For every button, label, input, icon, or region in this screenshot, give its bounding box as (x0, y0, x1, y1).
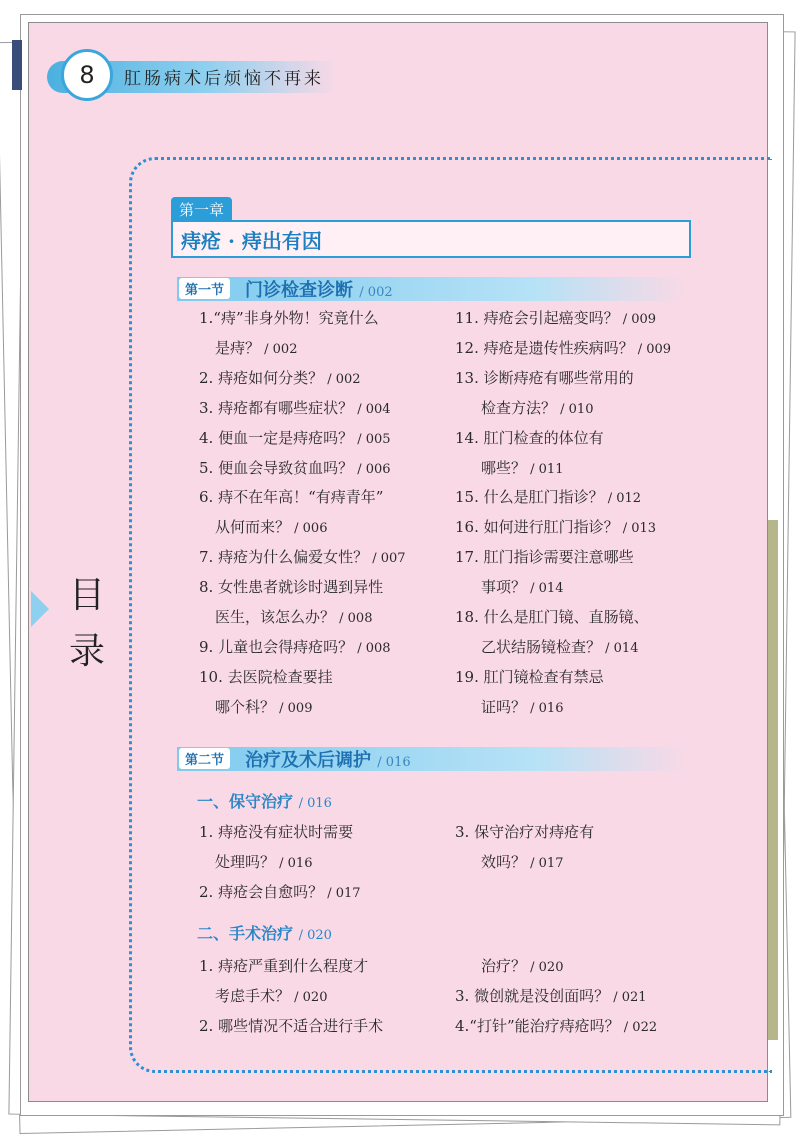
toc-entry-text: 2. 痔疮如何分类？ (199, 369, 324, 387)
section-title-text: 门诊检查诊断 (245, 280, 353, 301)
toc-entry-page: / 020 (526, 960, 564, 975)
section-page: / 016 (377, 755, 411, 770)
toc-entry-text: 检查方法？ (481, 399, 557, 417)
toc-entry (455, 307, 656, 328)
toc-entry (199, 576, 383, 597)
toc-label-char: 目 (68, 575, 105, 616)
toc-entry-page: / 016 (526, 701, 564, 716)
toc-entry (199, 821, 353, 842)
book-title: 肛肠病术后烦恼不再来 (124, 69, 324, 89)
subsection-title (197, 921, 332, 944)
toc-entry-page: / 008 (353, 641, 391, 656)
subsection-page: / 020 (298, 928, 332, 943)
toc-entry-page: / 014 (601, 641, 639, 656)
toc-entry (215, 985, 327, 1006)
toc-entry-text: 7. 痔疮为什么偏爱女性？ (199, 548, 369, 566)
toc-entry-text: 10. 去医院检查要挂 (199, 668, 333, 686)
toc-entry-text: 事项？ (481, 578, 527, 596)
toc-entry (215, 696, 312, 717)
toc-entry-text: 考虑手术？ (215, 987, 291, 1005)
toc-entry-page: / 007 (368, 551, 406, 566)
toc-entry-page: / 005 (353, 432, 391, 447)
toc-entry (455, 546, 634, 567)
toc-entry-text: 5. 便血会导致贫血吗？ (199, 459, 354, 477)
toc-entry (199, 636, 391, 657)
toc-entry-text: 效吗？ (481, 853, 527, 871)
toc-entry (199, 457, 391, 478)
page-number: 8 (61, 49, 113, 101)
toc-entry (215, 851, 312, 872)
toc-entry (455, 666, 604, 687)
toc-entry-text: 证吗？ (481, 698, 527, 716)
toc-entry-text: 3. 痔疮都有哪些症状？ (199, 399, 354, 417)
toc-entry-page: / 012 (603, 491, 642, 506)
toc-entry (455, 516, 656, 537)
toc-entry (455, 606, 649, 627)
toc-entry (481, 696, 563, 717)
toc-entry-text: 2. 痔疮会自愈吗？ (199, 883, 324, 901)
toc-entry (481, 636, 638, 657)
toc-entry (215, 337, 297, 358)
toc-entry (481, 576, 563, 597)
toc-entry-page: / 016 (275, 856, 313, 871)
toc-entry-text: 从何而来？ (215, 518, 291, 536)
toc-entry-page: / 002 (323, 372, 361, 387)
toc-entry-page: / 011 (526, 462, 564, 477)
toc-entry (199, 955, 368, 976)
section-title (245, 746, 411, 772)
toc-entry-page: / 020 (290, 990, 328, 1005)
toc-entry (455, 1015, 657, 1036)
toc-entry-text: 14. 肛门检查的体位有 (455, 429, 604, 447)
section-title-text: 治疗及术后调护 (245, 750, 371, 771)
toc-entry-text: 3. 保守治疗对痔疮有 (455, 823, 595, 841)
toc-entry-text: 6. 痔不在年高！“有痔青年” (199, 488, 384, 506)
toc-entry-page: / 022 (619, 1020, 658, 1035)
toc-entry-text: 4. 便血一定是痔疮吗？ (199, 429, 354, 447)
toc-entry (455, 367, 634, 388)
toc-entry (481, 955, 563, 976)
toc-entry-page: / 006 (353, 462, 391, 477)
toc-entry-page: / 002 (260, 342, 298, 357)
toc-entry-text: 4.“打针”能治疗痔疮吗？ (455, 1017, 620, 1035)
toc-entry-text: 8. 女性患者就诊时遇到异性 (199, 578, 384, 596)
toc-entry-text: 2. 哪些情况不适合进行手术 (199, 1017, 384, 1035)
section-page: / 002 (359, 285, 393, 300)
toc-entry-text: 3. 微创就是没创面吗？ (455, 987, 610, 1005)
toc-entry-text: 处理吗？ (215, 853, 276, 871)
toc-entry-page: / 009 (633, 342, 672, 357)
toc-entry (199, 1015, 383, 1036)
toc-entry (481, 851, 563, 872)
toc-arrow-icon (31, 591, 49, 627)
toc-entry-text: 1. 痔疮严重到什么程度才 (199, 957, 369, 975)
toc-entry-text: 1.“痔”非身外物！究竟什么 (199, 309, 379, 327)
section-title (245, 276, 393, 302)
toc-entry (215, 606, 372, 627)
toc-entry (481, 457, 563, 478)
toc-entry-text: 哪些？ (481, 459, 527, 477)
toc-entry (199, 427, 391, 448)
toc-entry (455, 985, 647, 1006)
toc-entry-text: 乙状结肠镜检查？ (481, 638, 602, 656)
toc-entry (199, 397, 391, 418)
chapter-box (171, 220, 691, 258)
toc-entry-page: / 014 (526, 581, 564, 596)
toc-entry-text: 15. 什么是肛门指诊？ (455, 488, 604, 506)
toc-entry-text: 16. 如何进行肛门指诊？ (455, 518, 619, 536)
toc-entry-text: 哪个科？ (215, 698, 276, 716)
decorative-stripe (12, 40, 22, 90)
toc-entry-page: / 017 (526, 856, 564, 871)
toc-entry (199, 546, 406, 567)
toc-entry-text: 12. 痔疮是遗传性疾病吗？ (455, 339, 634, 357)
toc-entry-text: 19. 肛门镜检查有禁忌 (455, 668, 604, 686)
chapter-tag: 第一章 (171, 197, 232, 222)
section-header (177, 277, 687, 301)
toc-entry-page: / 013 (618, 521, 657, 536)
toc-entry (199, 307, 379, 328)
toc-entry (199, 367, 361, 388)
toc-entry-page: / 017 (323, 886, 361, 901)
toc-entry (215, 516, 327, 537)
subsection-title-text: 一、保守治疗 (197, 792, 294, 811)
toc-entry (199, 486, 383, 507)
toc-entry-page: / 008 (335, 611, 373, 626)
toc-entry-text: 11. 痔疮会引起癌变吗？ (455, 309, 619, 327)
section-header (177, 747, 687, 771)
toc-entry-text: 18. 什么是肛门镜、直肠镜、 (455, 608, 649, 626)
toc-entry-page: / 009 (618, 312, 657, 327)
toc-entry-text: 治疗？ (481, 957, 527, 975)
subsection-page: / 016 (298, 796, 332, 811)
toc-entry-page: / 004 (353, 402, 391, 417)
toc-entry-text: 9. 儿童也会得痔疮吗？ (199, 638, 354, 656)
section-tag: 第一节 (179, 278, 230, 299)
toc-entry-page: / 021 (609, 990, 647, 1005)
toc-entry-text: 是痔？ (215, 339, 261, 357)
toc-entry-page: / 009 (275, 701, 313, 716)
toc-entry-text: 1. 痔疮没有症状时需要 (199, 823, 354, 841)
section-tag: 第二节 (179, 748, 230, 769)
toc-entry (199, 666, 333, 687)
toc-entry-page: / 010 (556, 402, 594, 417)
toc-entry (455, 337, 671, 358)
toc-entry (455, 486, 641, 507)
toc-entry-text: 17. 肛门指诊需要注意哪些 (455, 548, 634, 566)
toc-entry (199, 881, 361, 902)
toc-entry-text: 医生，该怎么办？ (215, 608, 336, 626)
toc-entry (481, 397, 593, 418)
chapter-title: 痔疮 · 痔出有因 (181, 229, 322, 253)
toc-entry (455, 427, 604, 448)
toc-label-char: 录 (68, 631, 105, 672)
toc-label (65, 568, 109, 680)
page (28, 22, 768, 1102)
toc-entry-page: / 006 (290, 521, 328, 536)
subsection-title-text: 二、手术治疗 (197, 924, 294, 943)
toc-entry (455, 821, 594, 842)
subsection-title (197, 789, 332, 812)
toc-entry-text: 13. 诊断痔疮有哪些常用的 (455, 369, 634, 387)
